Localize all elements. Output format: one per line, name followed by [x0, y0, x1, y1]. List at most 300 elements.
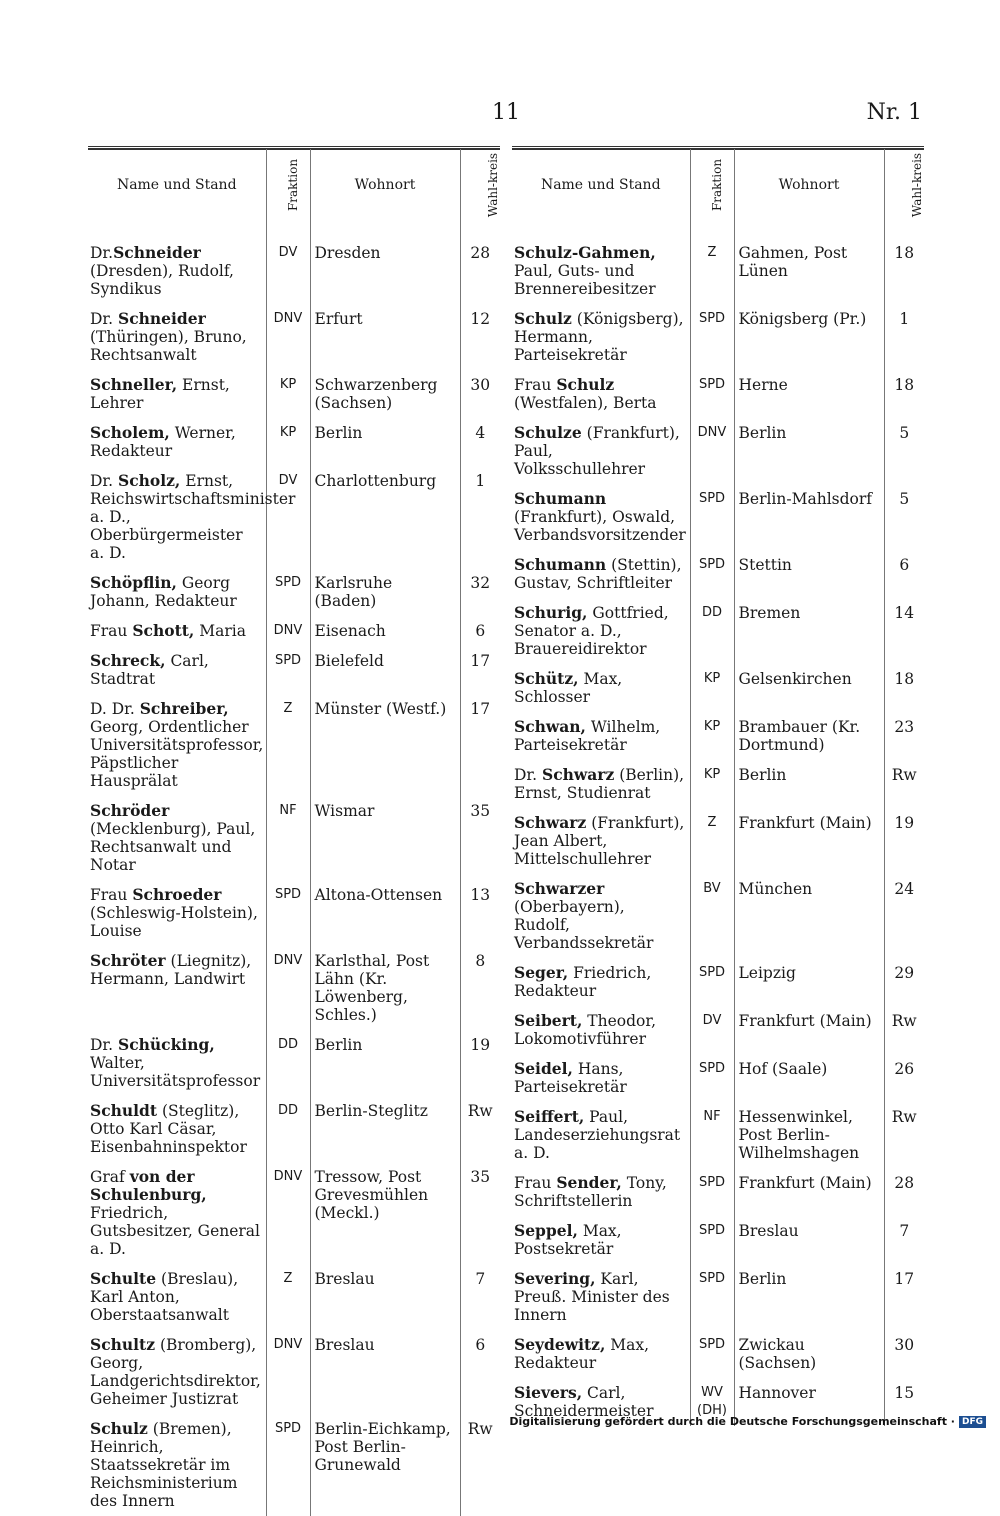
name-details: Max, Redakteur — [514, 1336, 650, 1372]
member-name — [512, 1330, 690, 1378]
wohnort: Charlottenburg — [310, 466, 460, 568]
wahlkreis: 30 — [884, 1330, 924, 1378]
surname: Seidel, — [514, 1059, 573, 1078]
member-name — [512, 304, 690, 370]
name-details: Maria — [194, 622, 246, 640]
surname: Schneider — [113, 243, 201, 262]
fraktion: KP — [690, 712, 734, 760]
fraktion: DNV — [266, 1330, 310, 1414]
wahlkreis: 6 — [460, 1330, 500, 1414]
wahlkreis: 30 — [460, 370, 500, 418]
table-row — [512, 418, 924, 484]
wahlkreis: 28 — [460, 238, 500, 304]
member-name — [512, 1264, 690, 1330]
header-fraktion: Fraktion — [690, 150, 734, 221]
member-name — [512, 1102, 690, 1168]
wohnort: Schwarzenberg (Sachsen) — [310, 370, 460, 418]
name-details: Karl, Preuß. Minister des Innern — [514, 1270, 670, 1324]
table-row — [512, 484, 924, 550]
member-name — [88, 796, 266, 880]
wohnort: Berlin-Eichkamp, Post Berlin-Grunewald — [310, 1414, 460, 1516]
wahlkreis: Rw — [460, 1414, 500, 1516]
name-prefix: Dr. — [514, 766, 542, 784]
wahlkreis: 19 — [884, 808, 924, 874]
left-body — [88, 220, 500, 1516]
fraktion: KP — [690, 664, 734, 712]
table-row — [512, 370, 924, 418]
wohnort: Berlin — [734, 760, 884, 808]
member-name — [512, 370, 690, 418]
wahlkreis: 1 — [460, 466, 500, 568]
right-column — [512, 146, 924, 1426]
header-wahlkreis: Wahl-kreis — [460, 150, 500, 221]
surname: Schreiber, — [139, 699, 229, 718]
fraktion: DV — [266, 466, 310, 568]
table-row — [512, 1264, 924, 1330]
fraktion: SPD — [690, 484, 734, 550]
table-row — [512, 874, 924, 958]
wohnort: Berlin-Mahlsdorf — [734, 484, 884, 550]
name-details: (Steglitz), Otto Karl Cäsar, Eisenbahninspektor — [90, 1102, 247, 1156]
table-row — [88, 1162, 500, 1264]
wahlkreis: 35 — [460, 1162, 500, 1264]
fraktion: SPD — [690, 1330, 734, 1378]
fraktion: NF — [266, 796, 310, 880]
name-details: Carl, Stadtrat — [90, 652, 209, 688]
member-name — [512, 550, 690, 598]
fraktion: DD — [690, 598, 734, 664]
member-name — [512, 808, 690, 874]
wahlkreis: 29 — [884, 958, 924, 1006]
table-row — [88, 568, 500, 616]
wohnort: Karlsthal, Post Lähn (Kr. Löwenberg, Schles.) — [310, 946, 460, 1030]
member-name — [512, 1168, 690, 1216]
name-details: Ernst, Lehrer — [90, 376, 230, 412]
table-row — [512, 664, 924, 712]
surname: Schulz — [556, 375, 615, 394]
surname: Schroeder — [132, 885, 222, 904]
member-name — [88, 880, 266, 946]
wohnort: Berlin — [310, 418, 460, 466]
name-details: Friedrich, Gutsbesitzer, General a. D. — [90, 1204, 261, 1258]
header-wahlkreis: Wahl-kreis — [884, 150, 924, 221]
wohnort: Frankfurt (Main) — [734, 808, 884, 874]
dfg-logo: DFG — [959, 1416, 986, 1428]
wohnort: Herne — [734, 370, 884, 418]
table-row — [88, 1414, 500, 1516]
surname: Schwarz — [542, 765, 615, 784]
table-row — [88, 694, 500, 796]
fraktion: NF — [690, 1102, 734, 1168]
name-details: Tony, Schriftstellerin — [514, 1174, 667, 1210]
wohnort: Frankfurt (Main) — [734, 1168, 884, 1216]
wohnort: Altona-Ottensen — [310, 880, 460, 946]
member-name — [512, 664, 690, 712]
name-details: Paul, Landeserziehungsrat a. D. — [514, 1108, 681, 1162]
fraktion: DNV — [266, 946, 310, 1030]
fraktion: DD — [266, 1030, 310, 1096]
name-details: Friedrich, Redakteur — [514, 964, 652, 1000]
name-prefix: Frau — [90, 886, 133, 904]
name-details: Hans, Parteisekretär — [514, 1060, 627, 1096]
name-details: (Oberbayern), Rudolf, Verbandssekretär — [514, 898, 654, 952]
name-prefix: Dr. — [90, 244, 114, 262]
fraktion: SPD — [690, 1168, 734, 1216]
fraktion: DNV — [266, 304, 310, 370]
fraktion: SPD — [690, 550, 734, 598]
name-prefix: Frau — [90, 622, 133, 640]
wahlkreis: 18 — [884, 370, 924, 418]
wahlkreis: Rw — [884, 760, 924, 808]
name-details: Walter, Universitätsprofessor — [90, 1054, 261, 1090]
table-row — [512, 712, 924, 760]
wohnort: Berlin — [310, 1030, 460, 1096]
wahlkreis: 7 — [460, 1264, 500, 1330]
wohnort: Hannover — [734, 1378, 884, 1426]
name-details: (Schleswig-Holstein), Louise — [90, 904, 258, 940]
wahlkreis: 18 — [884, 238, 924, 304]
name-details: (Frankfurt), Jean Albert, Mittelschullehrer — [514, 814, 685, 868]
member-name — [88, 370, 266, 418]
table-row — [512, 808, 924, 874]
name-details: Paul, Guts- und Brennereibesitzer — [514, 262, 656, 298]
wahlkreis: 15 — [884, 1378, 924, 1426]
member-name — [88, 616, 266, 646]
surname: Scholem, — [90, 423, 170, 442]
fraktion: DV — [266, 238, 310, 304]
member-table-right — [512, 149, 924, 1426]
wahlkreis: Rw — [460, 1096, 500, 1162]
name-details: (Breslau), Karl Anton, Oberstaatsanwalt — [90, 1270, 239, 1324]
wahlkreis: 28 — [884, 1168, 924, 1216]
wohnort: Berlin — [734, 418, 884, 484]
wahlkreis: 19 — [460, 1030, 500, 1096]
fraktion: SPD — [266, 646, 310, 694]
surname: Schuldt — [90, 1101, 158, 1120]
surname: Schwan, — [514, 717, 586, 736]
member-name — [88, 1162, 266, 1264]
header-wohnort: Wohnort — [310, 150, 460, 221]
member-name — [88, 238, 266, 304]
fraktion: SPD — [266, 1414, 310, 1516]
wohnort: Frankfurt (Main) — [734, 1006, 884, 1054]
name-details: Georg Johann, Redakteur — [90, 574, 237, 610]
table-row — [88, 1096, 500, 1162]
name-details: (Frankfurt), Paul, Volksschullehrer — [514, 424, 680, 478]
fraktion: Z — [690, 808, 734, 874]
fraktion: KP — [266, 418, 310, 466]
wohnort: Bremen — [734, 598, 884, 664]
name-details: Carl, Schneidermeister — [514, 1384, 654, 1420]
wohnort: Breslau — [734, 1216, 884, 1264]
wohnort: Wismar — [310, 796, 460, 880]
wahlkreis: 13 — [460, 880, 500, 946]
wahlkreis: 23 — [884, 712, 924, 760]
name-details: (Königsberg), Hermann, Parteisekretär — [514, 310, 684, 364]
name-details: Gottfried, Senator a. D., Brauereidirektor — [514, 604, 669, 658]
name-details: Max, Schlosser — [514, 670, 623, 706]
surname: Schurig, — [514, 603, 588, 622]
name-details: (Frankfurt), Oswald, Verbandsvorsitzender — [514, 508, 686, 544]
surname: Sender, — [556, 1173, 622, 1192]
surname: Schneller, — [90, 375, 178, 394]
table-row — [512, 958, 924, 1006]
surname: Schütz, — [514, 669, 579, 688]
member-name — [512, 874, 690, 958]
wahlkreis: 12 — [460, 304, 500, 370]
footer — [509, 1415, 986, 1428]
wohnort: Tressow, Post Grevesmühlen (Meckl.) — [310, 1162, 460, 1264]
name-details: (Westfalen), Berta — [514, 394, 657, 412]
fraktion: SPD — [690, 1264, 734, 1330]
surname: Seger, — [514, 963, 569, 982]
wahlkreis: 14 — [884, 598, 924, 664]
name-prefix: Dr. — [90, 472, 118, 490]
name-prefix: Frau — [514, 1174, 557, 1192]
surname: Schulz — [90, 1419, 148, 1438]
surname: Severing, — [514, 1269, 596, 1288]
wohnort: Hessenwinkel, Post Berlin-Wilhelmshagen — [734, 1102, 884, 1168]
member-name — [512, 712, 690, 760]
member-name — [512, 418, 690, 484]
surname: Seydewitz, — [514, 1335, 606, 1354]
member-name — [88, 418, 266, 466]
surname: Seibert, — [514, 1011, 583, 1030]
member-name — [88, 1414, 266, 1516]
header-wohnort: Wohnort — [734, 150, 884, 221]
fraktion: DNV — [690, 418, 734, 484]
table-row — [512, 598, 924, 664]
name-details: (Thüringen), Bruno, Rechtsanwalt — [90, 328, 247, 364]
fraktion: DNV — [266, 616, 310, 646]
name-prefix: Graf — [90, 1168, 130, 1186]
name-details: (Stettin), Gustav, Schriftleiter — [514, 556, 682, 592]
surname: von der Schulenburg, — [90, 1167, 207, 1204]
right-body — [512, 220, 924, 1426]
surname: Schulte — [90, 1269, 157, 1288]
name-details: Max, Postsekretär — [514, 1222, 622, 1258]
member-name — [88, 1030, 266, 1096]
wahlkreis: 17 — [460, 694, 500, 796]
table-row — [512, 304, 924, 370]
wahlkreis: 5 — [884, 484, 924, 550]
surname: Schöpflin, — [90, 573, 177, 592]
surname: Schulz-Gahmen, — [514, 243, 656, 262]
surname: Schwarz — [514, 813, 587, 832]
member-name — [88, 1264, 266, 1330]
wohnort: Stettin — [734, 550, 884, 598]
table-row — [88, 1264, 500, 1330]
fraktion: WV (DH) — [690, 1378, 734, 1426]
header-name: Name und Stand — [540, 177, 661, 193]
spacer-row — [88, 220, 500, 238]
member-name — [88, 568, 266, 616]
wohnort: Dresden — [310, 238, 460, 304]
name-details: (Berlin), Ernst, Studienrat — [514, 766, 685, 802]
table-row — [88, 238, 500, 304]
surname: Seppel, — [514, 1221, 578, 1240]
table-row — [88, 370, 500, 418]
fraktion: SPD — [266, 880, 310, 946]
footer-text: Digitalisierung gefördert durch die Deutsche Forschungsgemeinschaft · — [509, 1415, 955, 1428]
surname: Schneider — [118, 309, 206, 328]
table-row — [88, 1330, 500, 1414]
surname: Schott, — [132, 621, 195, 640]
wahlkreis: 17 — [460, 646, 500, 694]
name-details: (Bromberg), Georg, Landgerichtsdirektor, Geheimer Justizrat — [90, 1336, 261, 1408]
fraktion: SPD — [690, 304, 734, 370]
name-prefix: D. Dr. — [90, 700, 140, 718]
fraktion: Z — [690, 238, 734, 304]
wahlkreis: Rw — [884, 1006, 924, 1054]
member-name — [512, 238, 690, 304]
wohnort: Leipzig — [734, 958, 884, 1006]
name-details: (Dresden), Rudolf, Syndikus — [90, 262, 234, 298]
member-name — [88, 1096, 266, 1162]
wohnort: Brambauer (Kr. Dortmund) — [734, 712, 884, 760]
name-details: Georg, Ordentlicher Universitätsprofessor, Päpstlicher Hausprälat — [90, 718, 264, 790]
left-column — [88, 146, 500, 1516]
member-name — [88, 946, 266, 1030]
fraktion: BV — [690, 874, 734, 958]
wohnort: Erfurt — [310, 304, 460, 370]
table-row — [88, 796, 500, 880]
fraktion: SPD — [266, 568, 310, 616]
table-row — [512, 238, 924, 304]
surname: Schultz — [90, 1335, 156, 1354]
fraktion: DNV — [266, 1162, 310, 1264]
wahlkreis: 6 — [884, 550, 924, 598]
wahlkreis: 7 — [884, 1216, 924, 1264]
member-name — [88, 694, 266, 796]
wohnort: Gelsenkirchen — [734, 664, 884, 712]
fraktion: KP — [690, 760, 734, 808]
wahlkreis: 24 — [884, 874, 924, 958]
name-details: (Liegnitz), Hermann, Landwirt — [90, 952, 252, 988]
page-number: 11 — [492, 100, 520, 125]
surname: Schreck, — [90, 651, 166, 670]
wahlkreis: 5 — [884, 418, 924, 484]
member-name — [512, 1006, 690, 1054]
table-row — [512, 1054, 924, 1102]
name-details: Wilhelm, Parteisekretär — [514, 718, 661, 754]
member-name — [512, 484, 690, 550]
wohnort: Hof (Saale) — [734, 1054, 884, 1102]
surname: Seiffert, — [514, 1107, 585, 1126]
table-row — [88, 616, 500, 646]
name-details: Theodor, Lokomotivführer — [514, 1012, 657, 1048]
surname: Schröter — [90, 951, 166, 970]
wohnort: Zwickau (Sachsen) — [734, 1330, 884, 1378]
table-row — [88, 304, 500, 370]
table-row — [512, 1168, 924, 1216]
name-details: Ernst, Reichswirtschaftsminister a. D., Oberbürgermeister a. D. — [90, 472, 296, 562]
header-fraktion: Fraktion — [266, 150, 310, 221]
name-prefix: Dr. — [90, 310, 118, 328]
fraktion: KP — [266, 370, 310, 418]
name-prefix: Frau — [514, 376, 557, 394]
wahlkreis: 6 — [460, 616, 500, 646]
surname: Schumann — [514, 555, 607, 574]
wohnort: München — [734, 874, 884, 958]
surname: Schwarzer — [514, 879, 605, 898]
member-name — [512, 1054, 690, 1102]
member-name — [512, 598, 690, 664]
wohnort: Berlin-Steglitz — [310, 1096, 460, 1162]
wohnort: Breslau — [310, 1264, 460, 1330]
wohnort: Königsberg (Pr.) — [734, 304, 884, 370]
table-row — [88, 466, 500, 568]
table-row — [88, 1030, 500, 1096]
table-row — [88, 646, 500, 694]
wohnort: Gahmen, Post Lünen — [734, 238, 884, 304]
table-row — [512, 1102, 924, 1168]
surname: Schulze — [514, 423, 582, 442]
wohnort: Berlin — [734, 1264, 884, 1330]
wahlkreis: 35 — [460, 796, 500, 880]
member-name — [512, 958, 690, 1006]
wohnort: Bielefeld — [310, 646, 460, 694]
wahlkreis: 8 — [460, 946, 500, 1030]
surname: Schücking, — [118, 1035, 215, 1054]
wahlkreis: 26 — [884, 1054, 924, 1102]
member-table-left — [88, 149, 500, 1516]
table-row — [512, 550, 924, 598]
surname: Schröder — [90, 801, 170, 820]
table-row — [88, 880, 500, 946]
member-name — [88, 646, 266, 694]
wahlkreis: 1 — [884, 304, 924, 370]
table-row — [88, 946, 500, 1030]
name-details: Werner, Redakteur — [90, 424, 236, 460]
wahlkreis: 18 — [884, 664, 924, 712]
wahlkreis: 17 — [884, 1264, 924, 1330]
name-details: (Mecklenburg), Paul, Rechtsanwalt und Notar — [90, 820, 256, 874]
member-name — [512, 1216, 690, 1264]
spacer-row — [512, 220, 924, 238]
header-name: Name und Stand — [116, 177, 237, 193]
fraktion: DD — [266, 1096, 310, 1162]
wohnort: Karlsruhe (Baden) — [310, 568, 460, 616]
surname: Schumann — [514, 489, 607, 508]
name-details: (Bremen), Heinrich, Staatssekretär im Reichsministerium des Innern — [90, 1420, 238, 1510]
surname: Scholz, — [118, 471, 181, 490]
fraktion: SPD — [690, 1216, 734, 1264]
table-row — [512, 1216, 924, 1264]
table-row — [512, 1330, 924, 1378]
wohnort: Münster (Westf.) — [310, 694, 460, 796]
name-prefix: Dr. — [90, 1036, 118, 1054]
fraktion: Z — [266, 1264, 310, 1330]
wohnort: Breslau — [310, 1330, 460, 1414]
table-row — [512, 1006, 924, 1054]
member-name — [88, 1330, 266, 1414]
issue-number: Nr. 1 — [866, 100, 922, 125]
wahlkreis: 32 — [460, 568, 500, 616]
table-row — [512, 760, 924, 808]
fraktion: Z — [266, 694, 310, 796]
surname: Schulz — [514, 309, 572, 328]
wahlkreis: 4 — [460, 418, 500, 466]
fraktion: SPD — [690, 370, 734, 418]
wohnort: Eisenach — [310, 616, 460, 646]
member-name — [512, 760, 690, 808]
wahlkreis: Rw — [884, 1102, 924, 1168]
fraktion: DV — [690, 1006, 734, 1054]
member-name — [88, 304, 266, 370]
fraktion: SPD — [690, 1054, 734, 1102]
surname: Sievers, — [514, 1383, 583, 1402]
